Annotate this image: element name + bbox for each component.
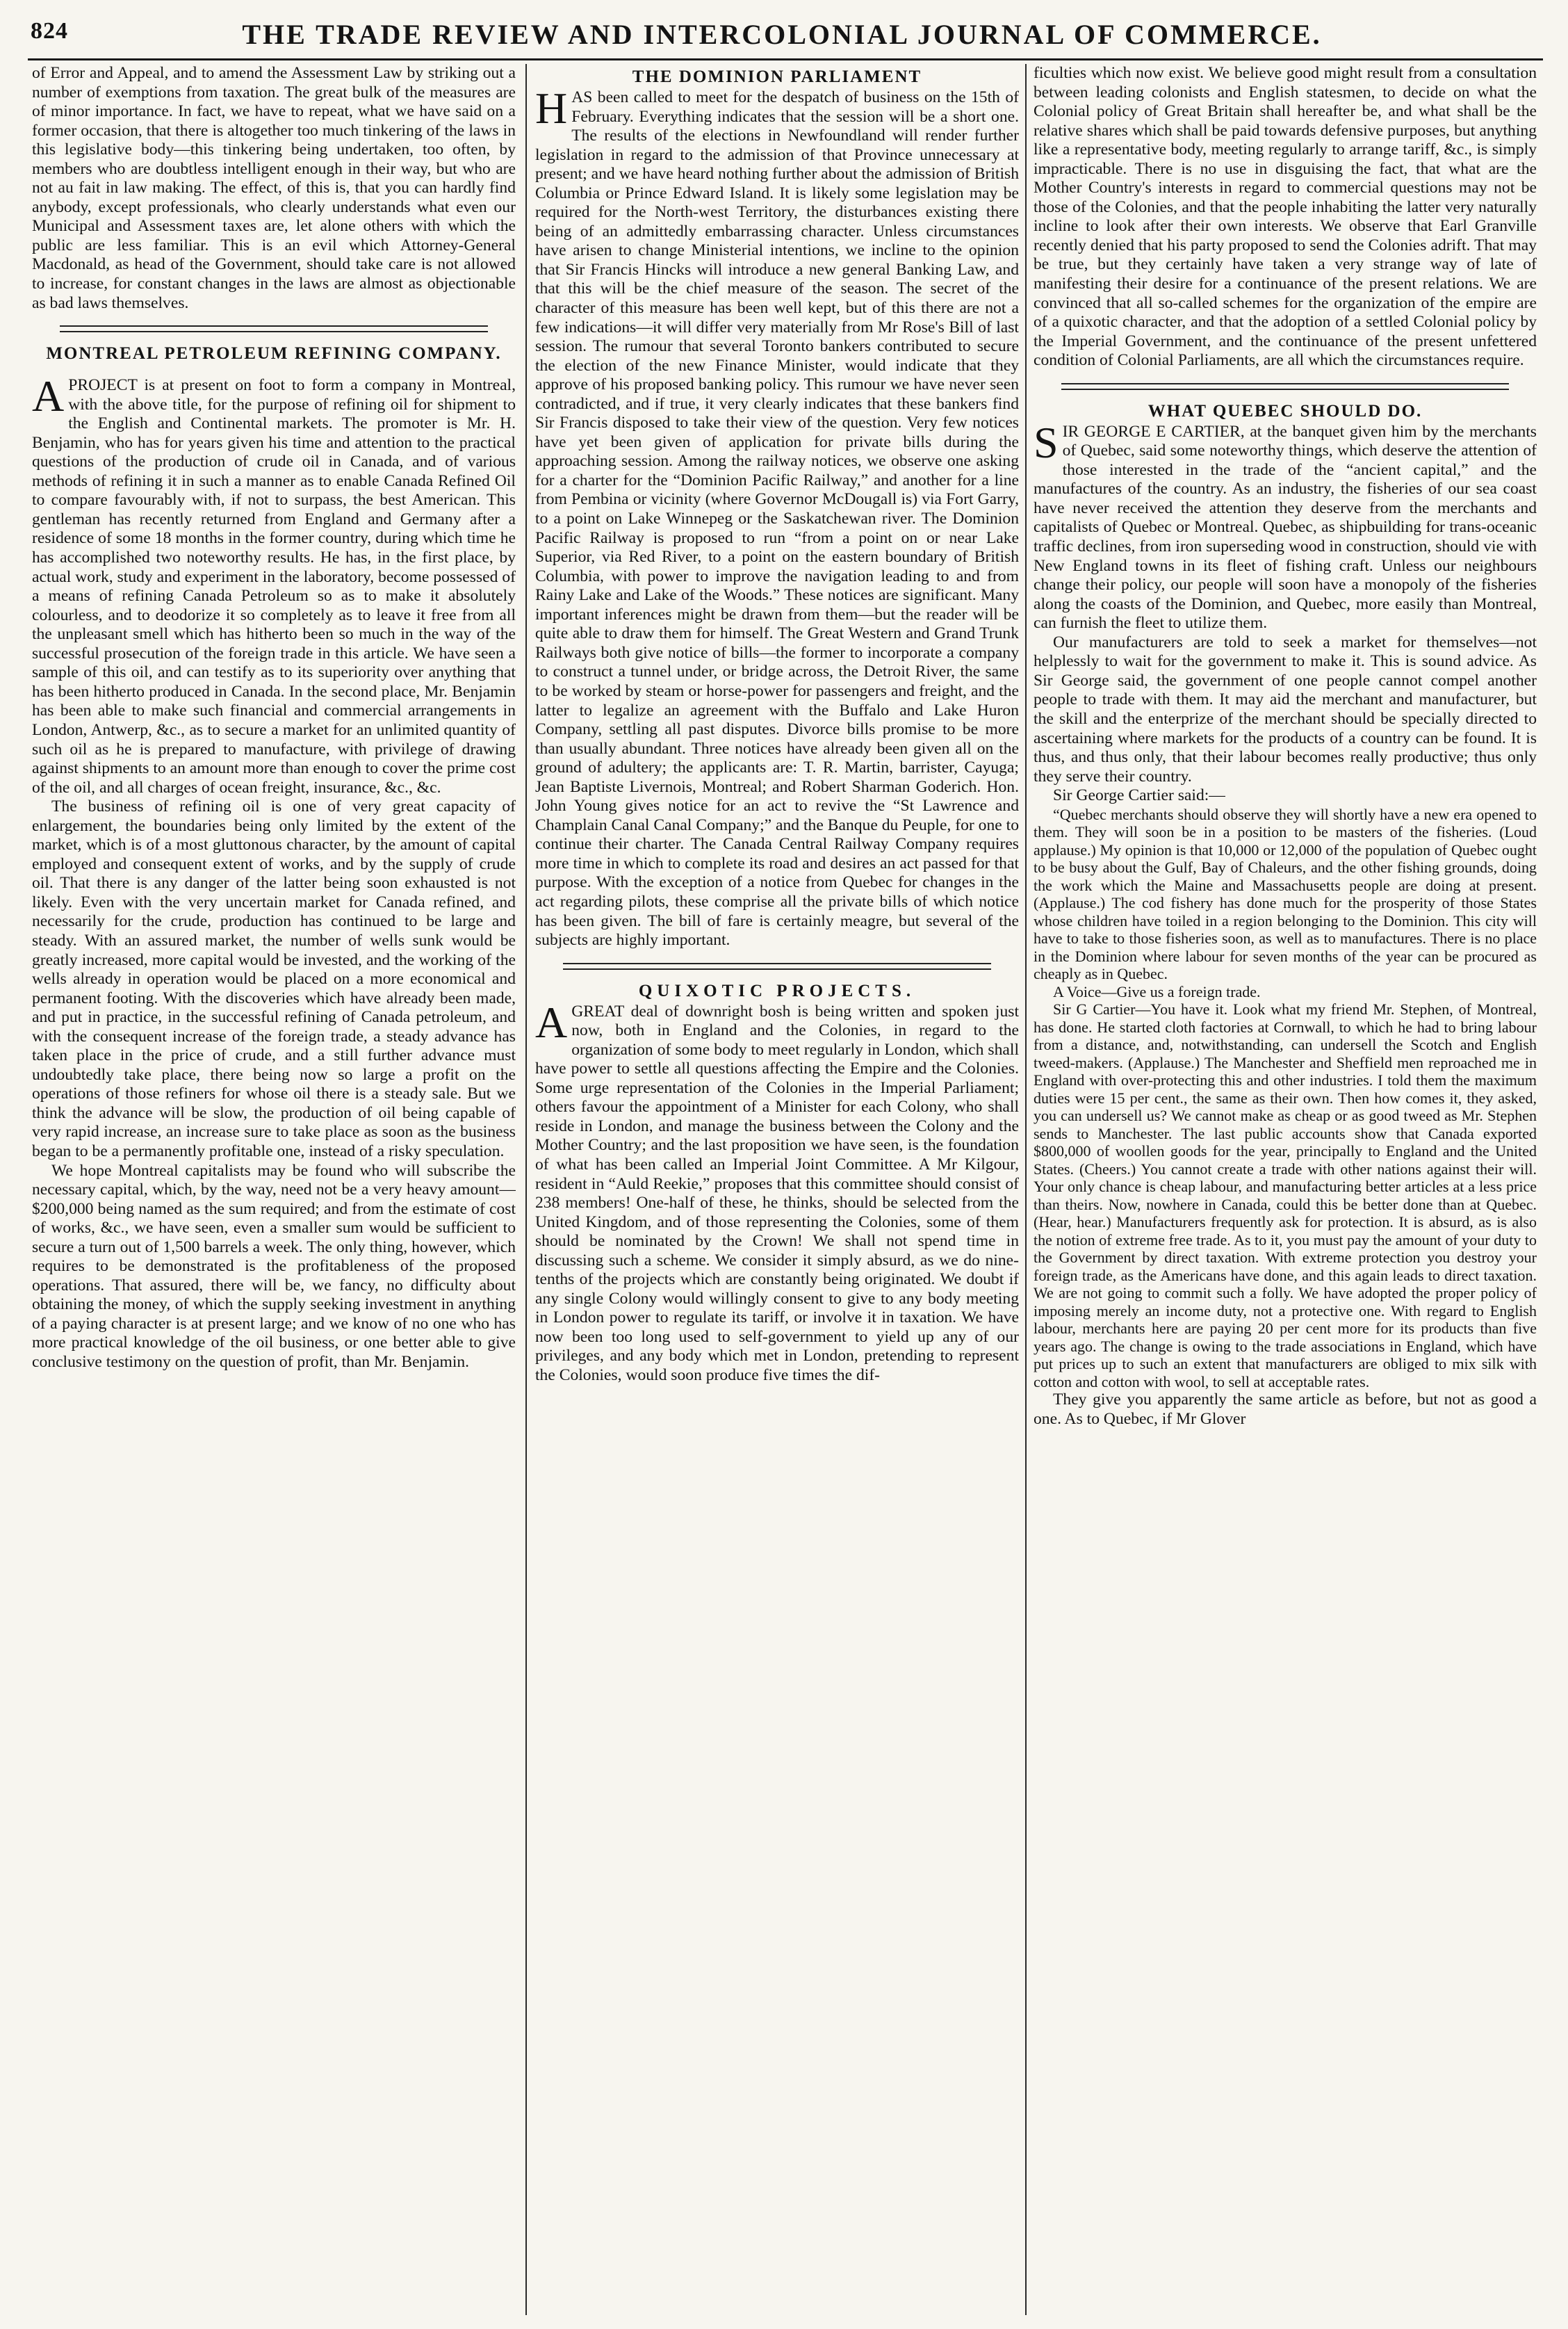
article-paragraph: Our manufacturers are told to seek a market for themselves—not helplessly to wait for the government to make it. This is sound advice. As Sir George said, the government of one people cannot compel another people to trade with them. It may aid the merchant and manufacturer, but the skill and the enterprize of the merchant should be specially directed to ascertaining where markets for the products of a country can be found. It is thus, and thus only, that their labour becomes really productive; thus only they serve their country.: [1034, 633, 1537, 786]
article-paragraph: [32, 371, 516, 797]
drop-cap: A: [32, 371, 65, 421]
header-rule: [28, 58, 1543, 60]
quote-paragraph: A Voice—Give us a foreign trade.: [1053, 982, 1261, 1000]
drop-cap: H: [535, 83, 568, 133]
paragraph-text: PROJECT is at present on foot to form a company in Montreal, with the above title, for the purpose of refining oil for shipment to the English and Continental markets. The promoter is Mr. H. Benjamin, who has for years given his time and attention to the practical questions of the production of crude oil in Canada, and of various methods of refining it in such a manner as to enable Canada Refined Oil to compare favourably with, if not to surpass, the best American. This gentleman has recently returned from England and Germany after a residence of some 18 months in the former country, during which time he has accomplished two noteworthy results. He has, in the first place, by actual work, study and experiment in the laboratory, become possessed of a means of refining Canada Petroleum so as to make it absolutely colourless, and to deodorize it so completely as to leave it free from all the unpleasant smell which has hitherto been so much in the way of the successful prosecution of the foreign trade in this article. We have seen a sample of this oil, and can testify as to its superiority over anything that has been hitherto produced in Canada. In the second place, Mr. Benjamin has been able to make such financial and commercial arrangements in London, Antwerp, &c., as to secure a market for an unlimited quantity of such oil as he is prepared to manufacture, with privilege of drawing against shipments to an amount more than enough to cover the prime cost of the oil, and all charges of ocean freight, insurance, &c., &c.: [32, 376, 516, 797]
article-separator: [1061, 383, 1509, 390]
paragraph-text: AS been called to meet for the despatch of business on the 15th of February. Everything indicates that the session will be a short one. The results of the elections in Newfoundland will render further legislation in regard to the admission of that Province unnecessary at present; and we have heard nothing further about the admission of British Columbia or Prince Edward Island. It is likely some legislation may be required for the North-west Territory, the disturbances existing there being of an admittedly embarrassing character. Unless circumstances have arisen to change Ministerial intentions, we incline to the opinion that Sir Francis Hincks will introduce a new general Banking Law, and that this will be the chief measure of the season. The secret of the character of this measure has been well kept, but of this there are not a few indications—it will differ very materially from Mr Rose's Bill of last session. The rumour that several Toronto bankers contributed to secure the election of the new Finance Minister, would indicate that they approve of his proposed banking policy. This rumour we have never seen contradicted, and if true, it very clearly indicates that these bankers find Sir Francis disposed to take their view of the question. Very few notices have yet been given of application for private bills during the approaching session. Among the railway notices, we observe one asking for a charter for the “Dominion Pacific Railway,” and another for a line from Pembina or vicinity (where Governor McDougall is) via Fort Garry, to a point on Lake Winnepeg or the Saskatchewan river. The Dominion Pacific Railway is proposed to run “from a point on or near Lake Superior, via Red River, to a point on the eastern boundary of British Columbia, with power to improve the navigation leading to and from Rainy Lake and Lake of the Woods.” These notices are significant. Many important inferences might be drawn from them—but the reader will be quite able to draw them for himself. The Great Western and Grand Trunk Railways both give notice of bills—the former to incorporate a company to construct a tunnel under, or bridge across, the Detroit River, the same to be worked by steam or horse-power for passengers and freight, and the latter to legalize an agreement with the Buffalo and Lake Huron Company, settling all past disputes. Divorce bills promise to be more than usually abundant. Three notices have already been given all on the ground of adultery; the applicants are: T. R. Martin, barrister, Cayuga; Jean Baptiste Livernois, Montreal; and Robert Sharman Goderich. Hon. John Young gives notice for an act to revive the “St Lawrence and Champlain Canal Canal Company;” and the Banque du Peuple, for one to continue their charter. The Canada Central Railway Company requires more time in which to complete its road and desires an act passed for that purpose. With the exception of a notice from Quebec for changes in the act regarding pilots, these comprise all the private bills of which notice has been given. The bill of fare is certainly meagre, but several of the subjects are highly important.: [535, 88, 1019, 950]
article-paragraph: We hope Montreal capitalists may be found who will subscribe the necessary capital, which, by the way, need not be a very heavy amount—$200,000 being named as the sum required; and from the estimate of cost of works, &c., we have seen, even a smaller sum would be sufficient to secure a turn out of 1,500 barrels a week. The only thing, however, which requires to be demonstrated is the profitableness of the proposed operations. That assured, there will be, we fancy, no difficulty about obtaining the money, of which the supply seeking investment in anything of a paying character is at present large; and we know of no one who has more practical knowledge of the oil business, or one better able to give conclusive testimony on the question of profit, than Mr. Benjamin.: [32, 1161, 516, 1371]
column-3: [1034, 64, 1537, 2315]
article-separator: [60, 325, 488, 332]
quote-paragraph: “Quebec merchants should observe they will shortly have a new era opened to them. They will soon be in a position to be masters of the fisheries. (Loud applause.) My opinion is that 10,000 or 12,000 of the population of Quebec ought to be busy about the Gulf, Bay of Chaleurs, and the other fishing grounds, doing the work which the Maine and Massachusetts people are doing at present. (Applause.) The cod fishery has done much for the prosperity of those States whose children have toiled in a region belonging to the Dominion. This city will have to take to those fisheries soon, as well as to manufactures. There is no place in the Dominion where labour for seven months of the year can be procured as cheaply as in Quebec.: [1034, 805, 1537, 983]
running-title: THE TRADE REVIEW AND INTERCOLONIAL JOURNAL OF COMMERCE.: [242, 19, 1322, 50]
article-paragraph: [1034, 417, 1537, 633]
article-paragraph: The business of refining oil is one of very great capacity of enlargement, the boundaries being only limited by the extent of the market, which is of a most gluttonous character, by the amount of capital employed and consequent extent of works, and by the supply of crude oil. That there is any danger of the latter being soon exhausted is not likely. Even with the very uncertain market for Canada refined, and necessarily for the crude, production has continued to be large and steady. With an assured market, the number of wells sunk would be greatly increased, more capital would be invested, and the working of the wells already in operation would be placed on a more economical and permanent footing. With the discoveries which have already been made, and put in practice, in the successful refining of Canada petroleum, and with the consequent increase of the foreign trade, a steady advance has taken place in the price of crude, and a still further advance must undoubtedly take place, there being now so large a profit on the operations of those refiners for whose oil there is a steady sale. But we think the advance will be slow, the production of oil being capable of very rapid increase, an increase sure to take place as soon as the business began to be a permanently profitable one, instead of a risky speculation.: [32, 797, 516, 1160]
article-paragraph: [535, 997, 1019, 1386]
column-1: [32, 64, 516, 2315]
article-title: QUIXOTIC PROJECTS.: [638, 981, 916, 1000]
drop-cap: A: [535, 997, 568, 1047]
paragraph-text: IR GEORGE E CARTIER, at the banquet given him by the merchants of Quebec, said some noteworthy things, which deserve the attention of those interested in the trade of the “ancient capital,” and the manufactures of the country. As an industry, the fisheries of our sea coast have never received the attention they deserve from the merchants and capitalists of Quebec or Montreal. Quebec, as shipbuilding for trans-oceanic traffic declines, from iron superseding wood in construction, should vie with New England towns in its fleet of fishing craft. Unless our neighbours change their policy, our people will soon have a monopoly of the fisheries along the coasts of the Dominion, and Quebec, more easily than Montreal, can furnish the fleet to utilize them.: [1034, 422, 1537, 633]
article-title: WHAT QUEBEC SHOULD DO.: [1148, 401, 1423, 421]
page-number: 824: [31, 18, 68, 44]
article-title: MONTREAL PETROLEUM REFINING COMPANY.: [46, 344, 502, 364]
paragraph-text: GREAT deal of downright bosh is being written and spoken just now, both in England and the Colonies, in regard to the organization of some body to meet regularly in London, which shall have power to settle all questions affecting the Empire and the Colonies. Some urge representation of the Colonies in the Imperial Parliament; others favour the appointment of a Minister for each Colony, who shall reside in London, and manage the business between the Colony and the Mother Country; and the last proposition we have seen, is the foundation of what has been called an Imperial Joint Committee. A Mr Kilgour, resident in “Auld Reekie,” proposes that this committee should consist of 238 members! One-half of these, he thinks, should be selected from the United Kingdom, and of those representing the Colonies, some of them should be nominated by the Crown! We shall not spend time in discussing such a scheme. We consider it simply absurd, as we do nine-tenths of the projects which are constantly being originated. We doubt if any single Colony would willingly consent to give to any body meeting in London power to regulate its tariff, or involve it in taxation. We have now been too long used to self-government to yield up any of our privileges, and any body which met in London, pretending to represent the Colonies, would soon produce five times the dif-: [535, 1002, 1019, 1384]
article-title: THE DOMINION PARLIAMENT: [632, 67, 922, 86]
column-2: [535, 64, 1019, 2315]
column-divider: [525, 64, 527, 2315]
article-separator: [563, 963, 991, 970]
article-paragraph: Sir George Cartier said:—: [1053, 786, 1225, 805]
continued-paragraph: of Error and Appeal, and to amend the Assessment Law by striking out a number of exemptions from taxation. The great bulk of the measures are of minor importance. In fact, we have to repeat, what we have said on a former occasion, that there is altogether too much tinkering of the laws in this legislative body—this tinkering being undertaken, too often, by members who are doubtless intelligent enough in their way, but who are not au fait in law making. The effect, of this is, that you can hardly find anybody, except professionals, who clearly understands what even our Municipal and Assessment taxes are, let alone others with which the public are less familiar. This is an evil which Attorney-General Macdonald, as head of the Government, should take care is not allowed to increase, for constant changes in the laws are almost as objectionable as bad laws themselves.: [32, 64, 516, 312]
quote-paragraph: Sir G Cartier—You have it. Look what my friend Mr. Stephen, of Montreal, has done. He started cloth factories at Cornwall, to which he had to bring labour from a distance, and, notwithstanding, can undersell the Scotch and English tweed-makers. (Applause.) The Manchester and Sheffield men reproached me in England with over-protecting this and other industries. I told them the maximum duties were 15 per cent., the same as their own. Then how comes it, they asked, you can undersell us? We cannot make as cheap or as good tweed as Mr. Stephen sends to Manchester. The last public accounts show that Canada exported $800,000 of woollen goods for the year, principally to England and the United States. (Cheers.) You cannot create a trade with other nations against their will. Your only chance is cheap labour, and manufacturing better articles at a less price than theirs. Now, nowhere in Canada, could this be better done than at Quebec. (Hear, hear.) Manufacturers frequently ask for protection. It is absurd, as is also the notion of extreme free trade. As to it, you must pay the amount of your duty to the Government by direct taxation. With extreme protection you destroy your foreign trade, as the Americans have done, and this again leads to direct taxation. We are not going to commit such a folly. We have adopted the proper policy of imposing merely an income duty, not a protective one. With regard to English labour, merchants here are paying 20 per cent more for its products than five years ago. The change is owing to the trade associations in England, which have put prices up to such an extent that manufacturers are obliged to mix silk with cotton and cotton with wool, to sell at acceptable rates.: [1034, 1000, 1537, 1390]
column-divider: [1025, 64, 1027, 2315]
article-paragraph: [535, 83, 1019, 950]
article-paragraph: They give you apparently the same article as before, but not as good a one. As to Quebec, if Mr Glover: [1034, 1390, 1537, 1428]
drop-cap: S: [1034, 417, 1059, 467]
continued-paragraph: ficulties which now exist. We believe good might result from a consultation between leading colonists and English statesmen, to decide on what the Colonial policy of Great Britain shall hereafter be, and what shall be the relative shares which shall be paid towards defensive purposes, but anything like a representative body, meeting regularly to arrange tariff, &c., is simply impracticable. There is no use in disguising the fact, that what are the Mother Country's interests in regard to commercial questions may not be those of the Colonies, and that the people inhabiting the latter very naturally incline to look after their own interests. We observe that Earl Granville recently denied that his party proposed to send the Colonies adrift. That may be true, but they certainly have taken a very strange way of late of manifesting their desire for a continuance of the present relations. We are convinced that all so-called schemes for the organization of the empire are of a quixotic character, and that the adoption of a settled Colonial policy by the Imperial Government, and the continuance of the present unfettered condition of Colonial Parliaments, are all which the circumstances require.: [1034, 64, 1537, 370]
